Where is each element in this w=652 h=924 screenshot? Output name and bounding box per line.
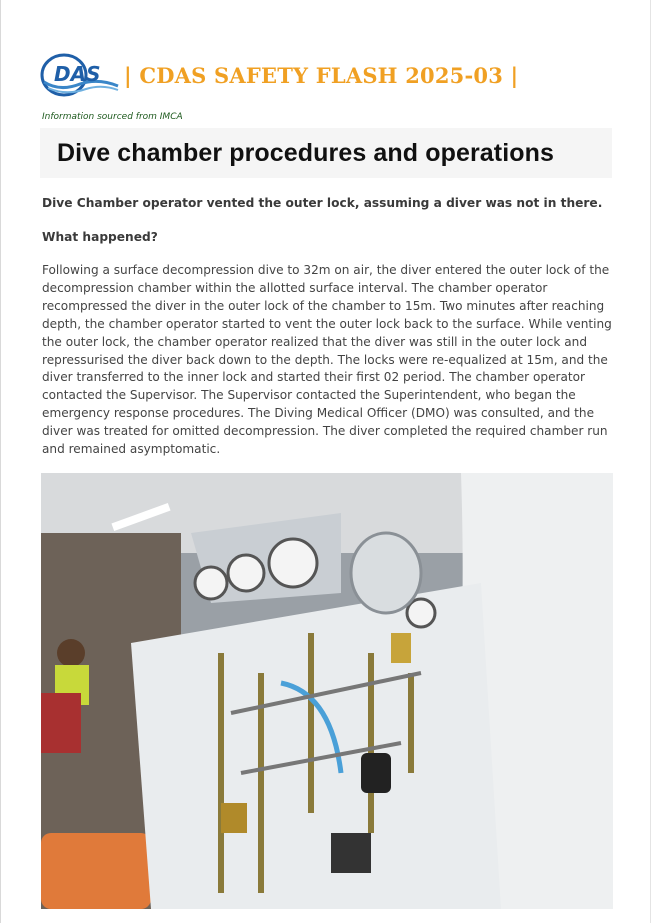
page-title: Dive chamber procedures and operations <box>57 138 555 167</box>
cdas-logo <box>40 52 122 98</box>
title-banner <box>40 128 612 178</box>
document-header <box>40 50 620 100</box>
incident-description: Following a surface decompression dive to 32m on air, the diver entered the outer lock of the decompression chamber within the allotted surface interval. The chamber operator recompressed the diver in the outer lock of the chamber to 15m. Two minutes after reaching depth, the chamber operator started to vent the outer lock back to the surface. While venting the outer lock, the chamber operator realized that the diver was still in the outer lock and repressurised the diver back down to the depth. The locks were re-equalized at 15m, and the diver transferred to the inner lock and started their first 02 period. The chamber operator contacted the Supervisor. The Supervisor contacted the Superintendent, who began the emergency response procedures. The Diving Medical Officer (DMO) was consulted, and the diver was treated for omitted decompression. The diver completed the required chamber run and remained asymptomatic. <box>42 263 612 457</box>
safety-flash-title: | CDAS SAFETY FLASH 2025-03 | <box>124 62 519 88</box>
lead-summary: Dive Chamber operator vented the outer lock, assuming a diver was not in there. <box>42 196 603 210</box>
source-note: Information sourced from IMCA <box>42 112 183 122</box>
logo-lettering: DAS <box>54 62 101 86</box>
section-heading: What happened? <box>42 230 158 244</box>
dive-chamber-photo <box>41 473 613 909</box>
